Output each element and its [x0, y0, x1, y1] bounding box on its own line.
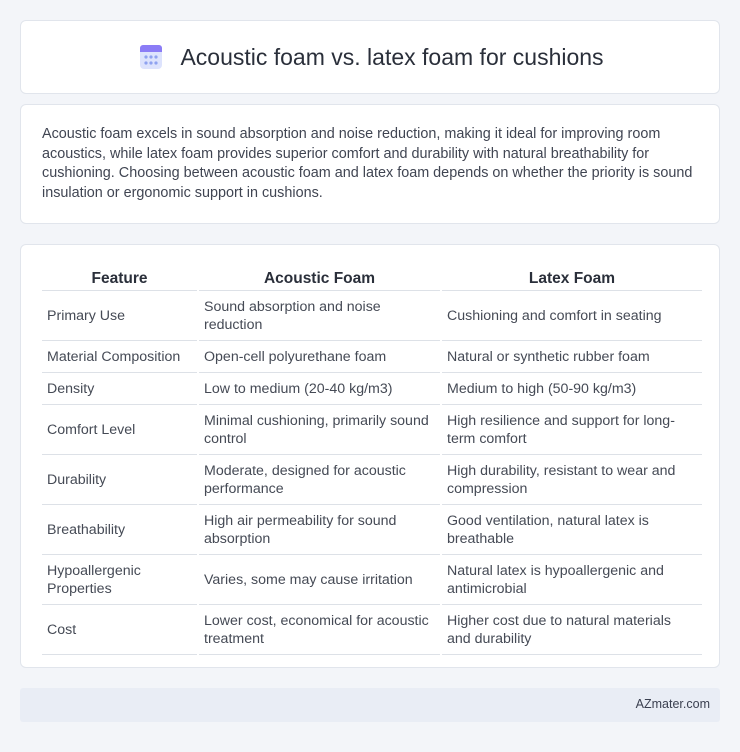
comparison-table — [40, 263, 704, 655]
table-row — [42, 405, 702, 455]
footer-brand-link[interactable]: AZmater.com — [635, 697, 710, 711]
intro-paragraph: Acoustic foam excels in sound absorption and noise reduction, making it ideal for improving room acoustics, while latex foam provides superior comfort and durability with natural breathability for cushioning. Choosing between acoustic foam and latex foam depends on whether the priority is sound insulation or ergonomic support in cushions. — [42, 126, 693, 201]
table-row — [42, 341, 702, 373]
page-title: Acoustic foam vs. latex foam for cushions — [180, 43, 604, 70]
intro-card — [20, 104, 720, 224]
acoustic-foam-cell: Sound absorption and noise reduction — [199, 291, 440, 341]
latex-foam-cell: Cushioning and comfort in seating — [442, 291, 702, 341]
table-row — [42, 505, 702, 555]
latex-foam-cell: Medium to high (50-90 kg/m3) — [442, 373, 702, 405]
latex-foam-cell: High resilience and support for long-term comfort — [442, 405, 702, 455]
title-row — [21, 21, 719, 93]
acoustic-foam-cell: Moderate, designed for acoustic performance — [199, 455, 440, 505]
acoustic-foam-cell: Open-cell polyurethane foam — [199, 341, 440, 373]
acoustic-foam-cell: High air permeability for sound absorption — [199, 505, 440, 555]
calculator-icon — [136, 42, 166, 72]
latex-foam-cell: Higher cost due to natural materials and durability — [442, 605, 702, 655]
feature-cell: Material Composition — [42, 341, 197, 373]
comparison-card — [20, 244, 720, 668]
acoustic-foam-cell: Lower cost, economical for acoustic treatment — [199, 605, 440, 655]
acoustic-foam-cell: Varies, some may cause irritation — [199, 555, 440, 605]
feature-cell: Primary Use — [42, 291, 197, 341]
feature-cell: Cost — [42, 605, 197, 655]
column-header-acoustic-foam: Acoustic Foam — [199, 263, 440, 291]
acoustic-foam-cell: Low to medium (20-40 kg/m3) — [199, 373, 440, 405]
feature-cell: Density — [42, 373, 197, 405]
feature-cell: Hypoallergenic Properties — [42, 555, 197, 605]
latex-foam-cell: Natural or synthetic rubber foam — [442, 341, 702, 373]
footer-bar — [20, 688, 720, 722]
feature-cell: Breathability — [42, 505, 197, 555]
table-header-row — [42, 263, 702, 291]
table-row — [42, 555, 702, 605]
table-row — [42, 455, 702, 505]
table-row — [42, 373, 702, 405]
latex-foam-cell: High durability, resistant to wear and compression — [442, 455, 702, 505]
column-header-feature: Feature — [42, 263, 197, 291]
title-card — [20, 20, 720, 94]
latex-foam-cell: Natural latex is hypoallergenic and antimicrobial — [442, 555, 702, 605]
latex-foam-cell: Good ventilation, natural latex is breathable — [442, 505, 702, 555]
column-header-latex-foam: Latex Foam — [442, 263, 702, 291]
table-row — [42, 291, 702, 341]
feature-cell: Durability — [42, 455, 197, 505]
table-row — [42, 605, 702, 655]
acoustic-foam-cell: Minimal cushioning, primarily sound control — [199, 405, 440, 455]
feature-cell: Comfort Level — [42, 405, 197, 455]
